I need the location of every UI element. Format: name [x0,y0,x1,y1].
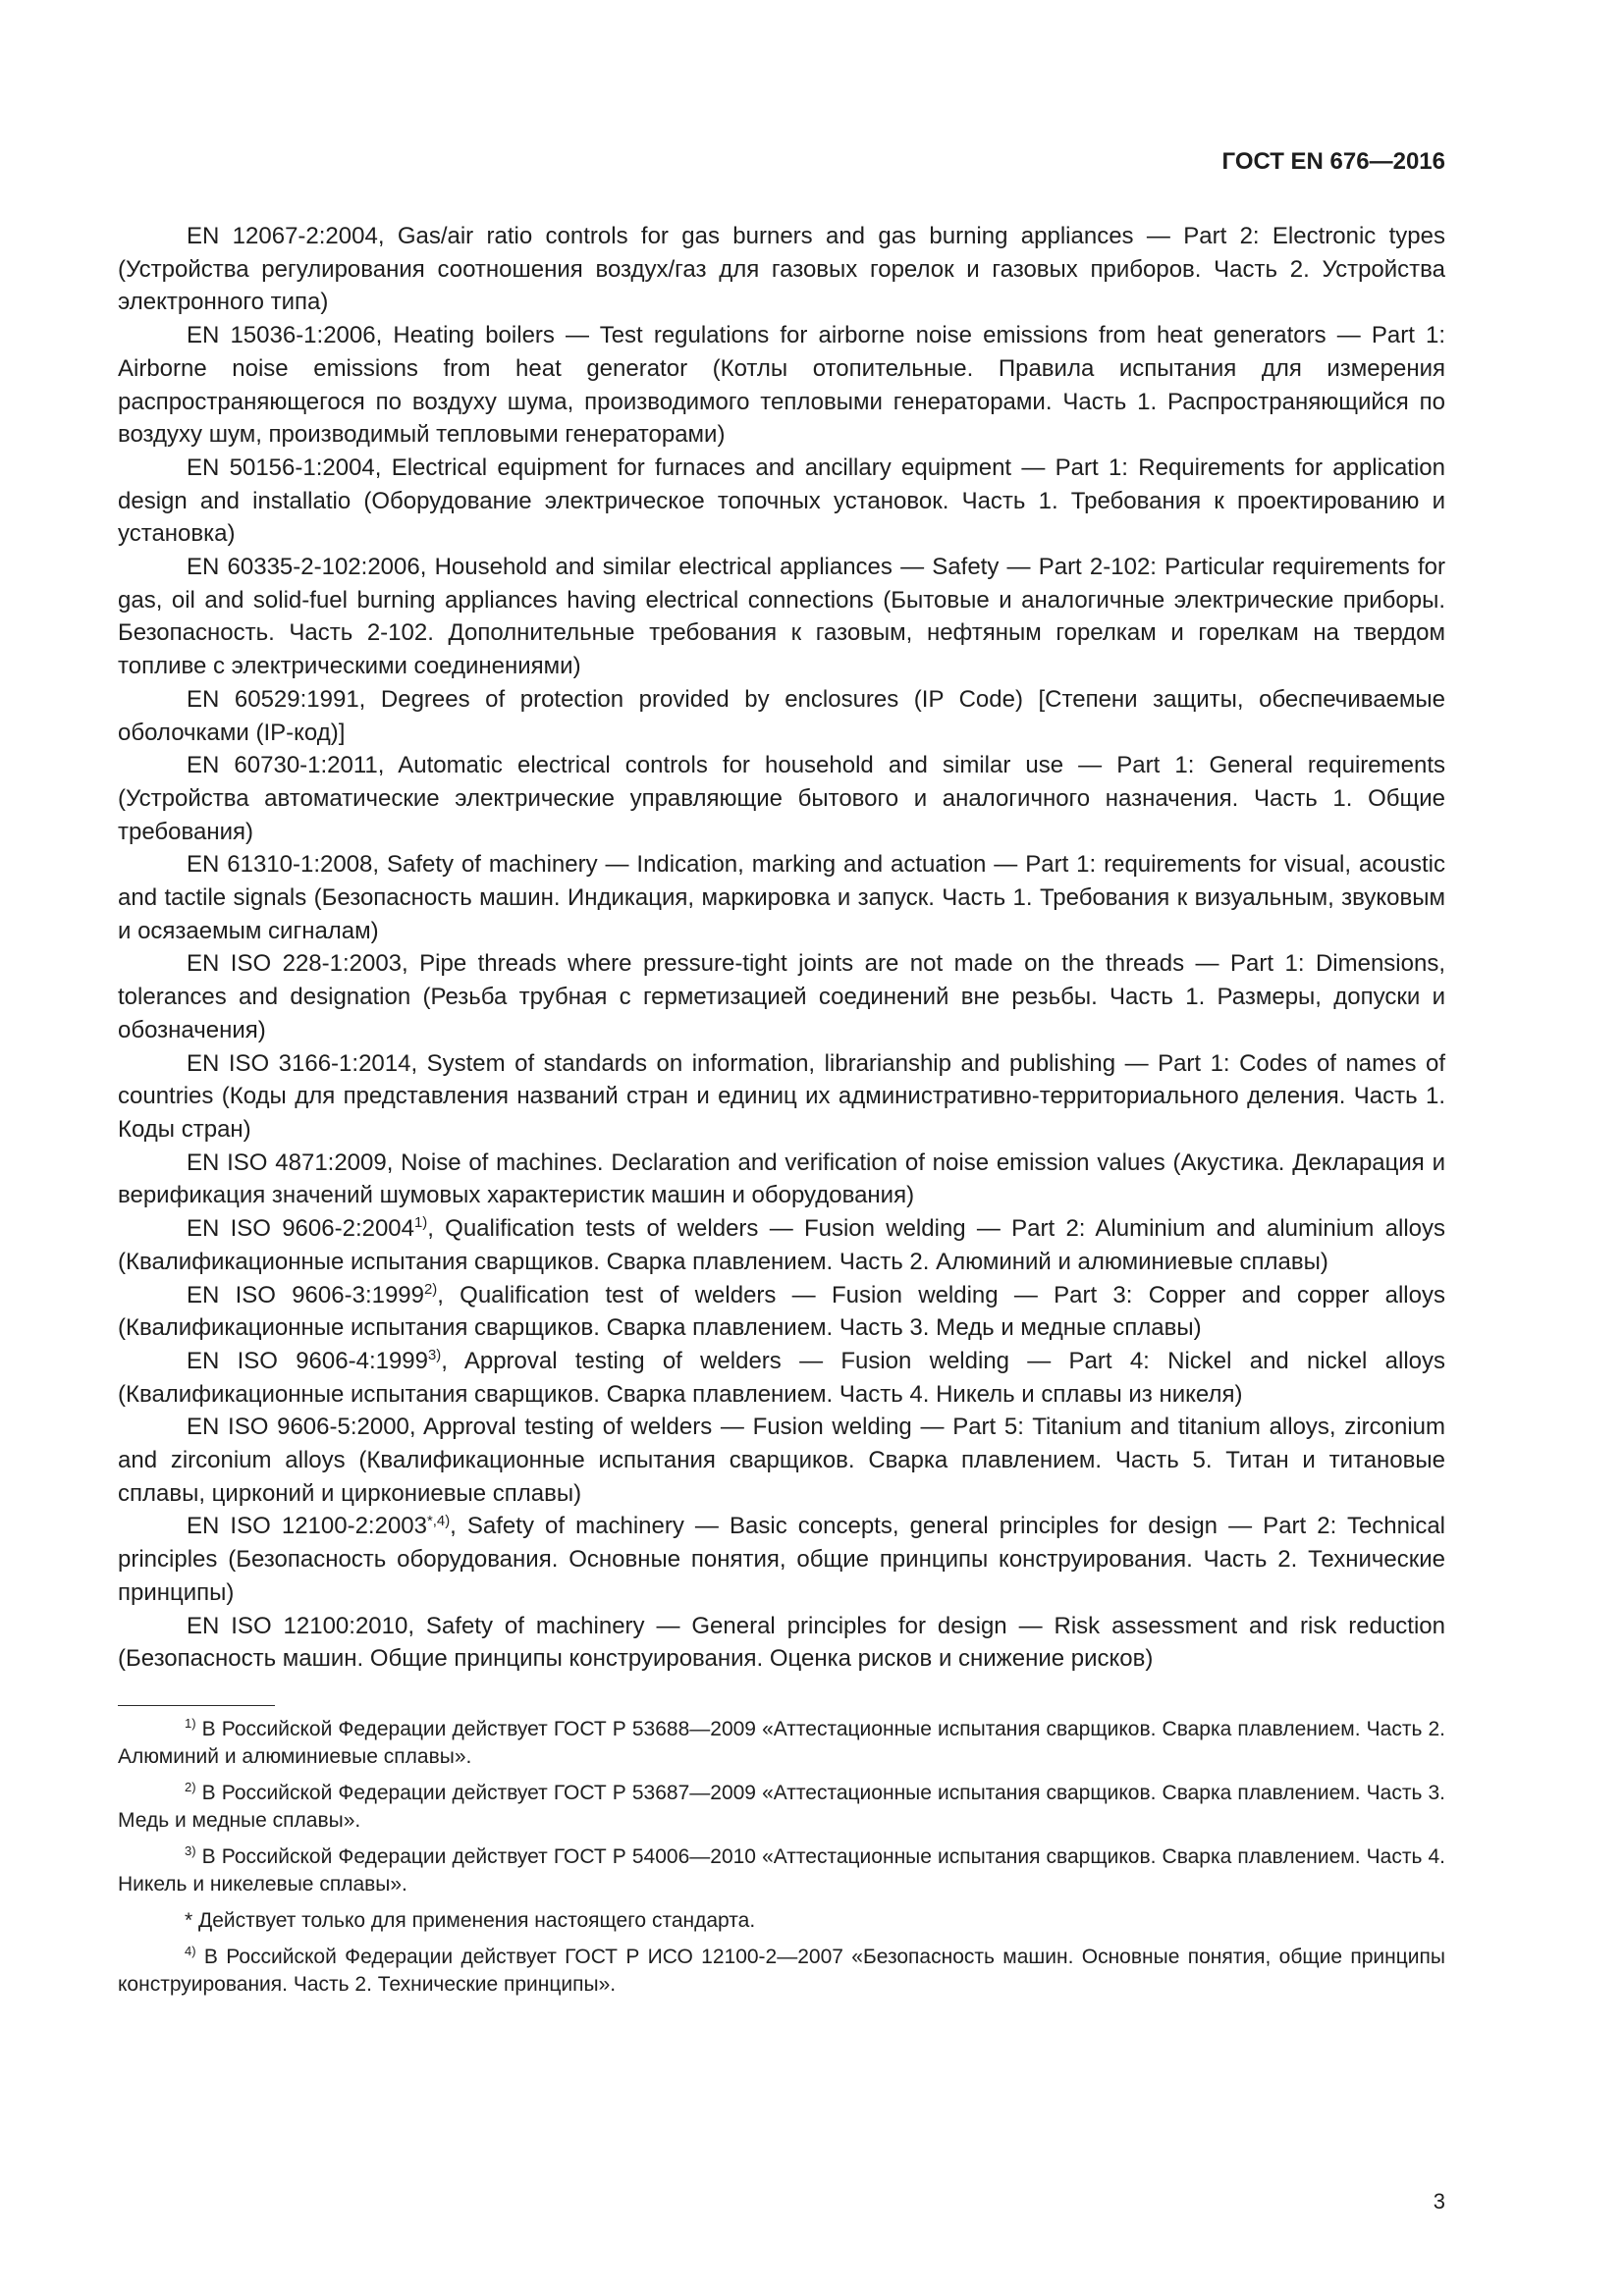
footnote-mark: 3) [428,1347,442,1363]
page-number: 3 [1433,2189,1445,2214]
reference-item [118,749,1445,848]
reference-text: EN ISO 4871:2009, Noise of machines. Declaration and verification of noise emission values (Акустика. Декларация и верификация значений шумовых характеристик машин и оборудования) [118,1148,1445,1209]
footnote [118,1716,1445,1771]
reference-item [118,1510,1445,1609]
footnote [118,1944,1445,1999]
reference-text: EN ISO 228-1:2003, Pipe threads where pressure-tight joints are not made on the threads — Part 1: Dimensions, tolerances and designation (Резьба трубная с герметизацией соединений вне резьбы. Часть 1. Размеры, допуски и обозначения) [118,950,1445,1043]
reference-text: EN 50156-1:2004, Electrical equipment for furnaces and ancillary equipment — Part 1: Requirements for application design and installatio (Оборудование электрическое топочных установок. Часть 1. Требования к проектированию и установка) [118,454,1445,548]
footnote [118,1843,1445,1898]
reference-text: , Qualification test of welders — Fusion welding — Part 3: Copper and copper alloys (Квалификационные испытания сварщиков. Сварка плавлением. Часть 3. Медь и медные сплавы) [118,1281,1445,1342]
reference-item [118,1279,1445,1345]
reference-text: , Qualification tests of welders — Fusion welding — Part 2: Aluminium and aluminium alloys (Квалификационные испытания сварщиков. Сварка плавлением. Часть 2. Алюминий и алюминиевые сплавы) [118,1215,1445,1275]
reference-text: , Safety of machinery — Basic concepts, general principles for design — Part 2: Technical principles (Безопасность оборудования. Основные понятия, общие принципы конструирования. Часть 2. Технические принципы) [118,1513,1445,1606]
footnote-text: В Российской Федерации действует ГОСТ Р ИСО 12100-2—2007 «Безопасность машин. Основные понятия, общие принципы конструирования. Часть 2. Технические принципы». [118,1945,1445,1996]
reference-text: EN 60730-1:2011, Automatic electrical controls for household and similar use — Part 1: General requirements (Устройства автоматические электрические управляющие бытового и аналогичного назначения. Часть 1. Общие требования) [118,752,1445,845]
reference-code: EN ISO 9606-3:1999 [187,1281,424,1308]
reference-text: EN ISO 12100:2010, Safety of machinery — General principles for design — Risk assessment and risk reduction (Безопасность машин. Общие принципы конструирования. Оценка рисков и снижение рисков) [118,1612,1445,1673]
reference-text: EN 61310-1:2008, Safety of machinery — Indication, marking and actuation — Part 1: requirements for visual, acoustic and tactile signals (Безопасность машин. Индикация, маркировка и запуск. Часть 1. Требования к визуальным, звуковым и осязаемым сигналам) [118,851,1445,944]
footnote-text: * Действует только для применения настоящего стандарта. [185,1908,756,1932]
reference-text: EN 12067-2:2004, Gas/air ratio controls for gas burners and gas burning appliances — Part 2: Electronic types (Устройства регулирования соотношения воздух/газ для газовых горелок и газовых приборов. Часть 2. Устройства электронного типа) [118,223,1445,316]
reference-text: , Approval testing of welders — Fusion welding — Part 4: Nickel and nickel alloys (Квалификационные испытания сварщиков. Сварка плавлением. Часть 4. Никель и сплавы из никеля) [118,1347,1446,1408]
footnote [118,1907,1445,1935]
reference-code: EN ISO 9606-2:2004 [187,1215,414,1243]
footnote-mark: *,4) [427,1513,451,1529]
reference-item [118,1047,1445,1147]
footnote-text: В Российской Федерации действует ГОСТ Р 53687—2009 «Аттестационные испытания сварщиков. Сварка плавлением. Часть 3. Медь и медные сплавы». [118,1781,1445,1832]
reference-item [118,1147,1445,1212]
footnote-mark: 2) [424,1281,438,1298]
reference-item [118,1411,1445,1510]
normative-references [118,220,1445,1676]
document-header: ГОСТ EN 676—2016 [1221,148,1445,175]
reference-text: EN ISO 9606-5:2000, Approval testing of welders — Fusion welding — Part 5: Titanium and titanium alloys, zirconium and zirconium alloys (Квалификационные испытания сварщиков. Сварка плавлением. Часть 5. Титан и титановые сплавы, цирконий и циркониевые сплавы) [118,1414,1445,1507]
footnote-mark: 1) [185,1716,196,1732]
footnote-separator [118,1705,275,1706]
reference-item [118,1610,1445,1676]
footnote-mark: 3) [185,1843,196,1859]
footnote-text: В Российской Федерации действует ГОСТ Р 53688—2009 «Аттестационные испытания сварщиков. Сварка плавлением. Часть 2. Алюминий и алюминиевые сплавы». [118,1717,1445,1768]
footnote-text: В Российской Федерации действует ГОСТ Р 54006—2010 «Аттестационные испытания сварщиков. Сварка плавлением. Часть 4. Никель и никелевые сплавы». [118,1844,1445,1896]
reference-item [118,319,1445,452]
reference-item [118,220,1445,319]
footnote-mark: 1) [414,1215,428,1232]
reference-item [118,1212,1445,1278]
reference-code: EN ISO 9606-4:1999 [187,1347,429,1374]
footnote-mark: 2) [185,1780,196,1795]
reference-item [118,683,1445,749]
reference-text: EN ISO 3166-1:2014, System of standards on information, librarianship and publishing — Part 1: Codes of names of countries (Коды для представления названий стран и единиц их административно-территориального деления. Часть 1. Коды стран) [118,1049,1445,1143]
footnotes [118,1716,1445,1999]
reference-item [118,452,1445,551]
reference-code: EN ISO 12100-2:2003 [187,1513,427,1540]
reference-item [118,947,1445,1046]
reference-text: EN 15036-1:2006, Heating boilers — Test regulations for airborne noise emissions from heat generators — Part 1: Airborne noise emissions from heat generator (Котлы отопительные. Правила испытания для измерения распространяющегося по воздуху шума, производимого тепловыми генераторами. Часть 1. Распространяющийся по воздуху шум, производимый тепловыми генераторами) [118,322,1445,449]
reference-item [118,1345,1445,1411]
reference-text: EN 60529:1991, Degrees of protection provided by enclosures (IP Code) [Степени защиты, обеспечиваемые оболочками (IP-код)] [118,685,1445,746]
footnote-mark: 4) [185,1944,196,1959]
document-page [118,147,1445,2007]
reference-item [118,551,1445,683]
reference-item [118,848,1445,947]
reference-text: EN 60335-2-102:2006, Household and similar electrical appliances — Safety — Part 2-102: Particular requirements for gas, oil and solid-fuel burning appliances having electrical connections (Бытовые и аналогичные электрические приборы. Безопасность. Часть 2-102. Дополнительные требования к газовым, нефтяным горелкам и горелкам на твердом топливе с электрическими соединениями) [118,554,1445,680]
footnote [118,1780,1445,1835]
